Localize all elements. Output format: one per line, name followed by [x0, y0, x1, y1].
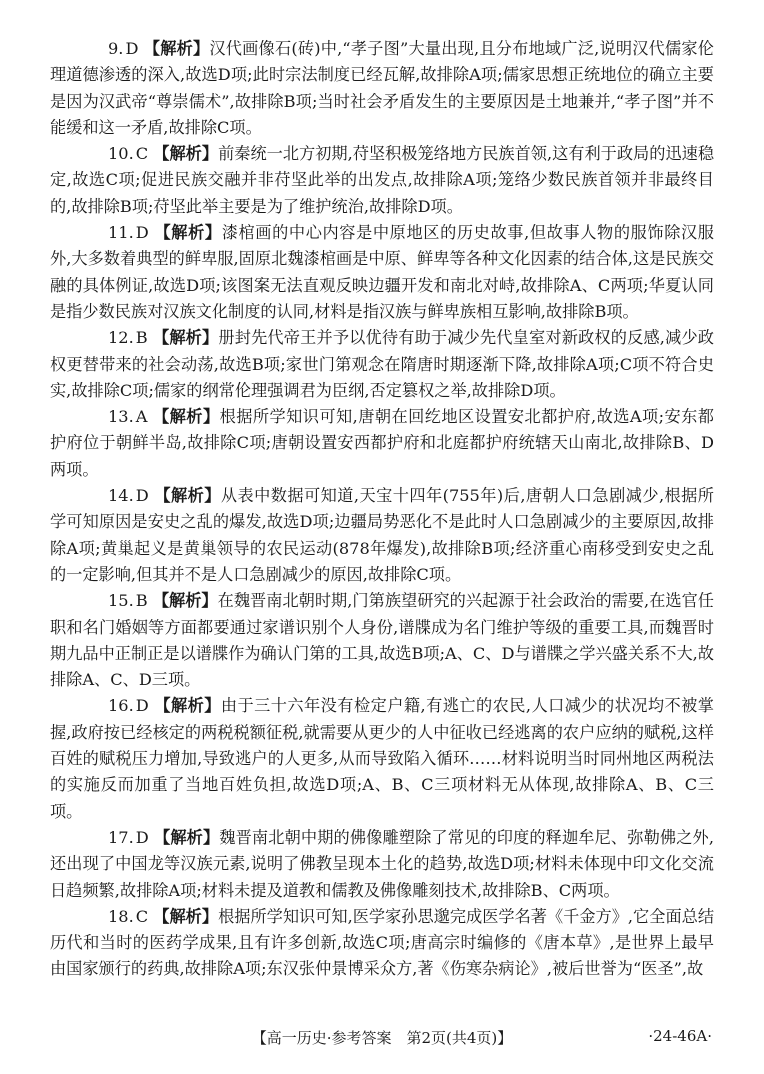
footer-code: ·24-46A· — [648, 1027, 712, 1045]
answer-choice: D — [135, 223, 149, 243]
analysis-label: 【解析】 — [152, 591, 218, 611]
answer-item — [50, 220, 714, 325]
analysis-text: 在魏晋南北朝时期,门第族望研究的兴起源于社会政治的需要,在选官任职和名门婚姻等方面都要通过家谱识别个人身份,谱牒成为名门维护等级的重要工具,而魏晋时期九品中正制正是以谱牒作为确认门第的工具,故选B项;A、C、D与谱牒之学兴盛关系不大,故排除A、C、D三项。 — [50, 591, 714, 690]
answer-choice: C — [135, 144, 149, 164]
answer-body — [50, 825, 714, 904]
analysis-text: 魏晋南北朝中期的佛像雕塑除了常见的印度的释迦牟尼、弥勒佛之外,还出现了中国龙等汉族元素,说明了佛教呈现本土化的趋势,故选D项;材料未体现中印文化交流日趋频繁,故排除A项;材料未提及道教和儒教及佛像雕刻技术,故排除B、C两项。 — [50, 827, 714, 900]
answer-body — [50, 588, 714, 693]
analysis-text: 由于三十六年没有检定户籍,有逃亡的农民,人口减少的状况均不被掌握,政府按已经核定的两税税额征税,就需要从更少的人中征收已经逃离的农户应纳的赋税,这样百姓的赋税压力增加,导致逃户的人更多,从而导致陷入循环……材料说明当时同州地区两税法的实施反而加重了当地百姓负担,故选D项;A、B、C三项材料无从体现,故排除A、B、C三项。 — [50, 696, 714, 821]
answer-item — [50, 36, 714, 141]
analysis-label: 【解析】 — [153, 144, 219, 164]
answer-choice: D — [135, 486, 149, 506]
question-number: 11. — [108, 223, 134, 243]
answer-item — [50, 141, 714, 220]
answer-item — [50, 325, 714, 404]
analysis-text: 漆棺画的中心内容是中原地区的历史故事,但故事人物的服饰除汉服外,大多数着典型的鲜卑服,固原北魏漆棺画是中原、鲜卑等各种文化因素的结合体,这是民族交融的具体例证,故选D项;该图案无法直观反映边疆开发和南北对峙,故排除A、C两项;华夏认同是指少数民族对汉族文化制度的认同,材料是指汉族与鲜卑族相互影响,故排除B项。 — [50, 223, 714, 321]
answer-body — [50, 325, 714, 404]
answer-choice: B — [135, 328, 148, 348]
analysis-text: 汉代画像石(砖)中,“孝子图”大量出现,且分布地域广泛,说明汉代儒家伦理道德渗透的深入,故选D项;此时宗法制度已经瓦解,故排除A项;儒家思想正统地位的确立主要是因为汉武帝“尊崇儒术”,故排除B项;当时社会矛盾发生的主要原因是土地兼并,“孝子图”并不能缓和这一矛盾,故排除C项。 — [50, 39, 714, 137]
question-number: 17. — [108, 827, 134, 847]
question-number: 16. — [108, 696, 134, 716]
analysis-label: 【解析】 — [153, 407, 220, 427]
answer-body — [50, 141, 714, 220]
answer-choice: A — [135, 407, 148, 427]
analysis-label: 【解析】 — [143, 39, 210, 58]
analysis-text: 前秦统一北方初期,苻坚积极笼络地方民族首领,这有利于政局的迅速稳定,故选C项;促进民族交融并非苻坚此举的出发点,故排除A项;笼络少数民族首领并非最终目的,故排除B项;苻坚此举主要是为了维护统治,故排除D项。 — [50, 144, 715, 216]
answer-item — [50, 693, 714, 824]
question-number: 12. — [108, 328, 134, 348]
analysis-text: 根据所学知识可知,唐朝在回纥地区设置安北都护府,故选A项;安东都护府位于朝鲜半岛,故排除C项;唐朝设置安西都护府和北庭都护府统辖天山南北,故排除B、D两项。 — [50, 407, 714, 479]
answer-body — [50, 483, 714, 588]
answer-body — [50, 220, 714, 325]
question-number: 9. — [108, 39, 124, 58]
question-number: 14. — [108, 486, 134, 506]
question-number: 18. — [108, 906, 134, 926]
analysis-label: 【解析】 — [154, 827, 220, 847]
answer-body — [50, 693, 714, 824]
analysis-label: 【解析】 — [154, 223, 222, 243]
analysis-label: 【解析】 — [154, 696, 221, 716]
question-number: 13. — [108, 407, 134, 427]
answer-body — [50, 404, 714, 483]
answer-item — [50, 588, 714, 693]
answer-list — [50, 36, 714, 983]
answer-item — [50, 904, 714, 983]
answer-choice: D — [135, 696, 149, 716]
answer-item — [50, 404, 714, 483]
analysis-label: 【解析】 — [152, 328, 219, 348]
answer-item — [50, 825, 714, 904]
question-number: 15. — [108, 591, 134, 611]
analysis-text: 册封先代帝王并予以优待有助于减少先代皇室对新政权的反感,减少政权更替带来的社会动荡,故选B项;家世门第观念在隋唐时期逐渐下降,故排除A项;C项不符合史实,故排除C项;儒家的纲常伦理强调君为臣纲,否定篡权之举,故排除D项。 — [50, 328, 714, 400]
answer-choice: B — [135, 591, 148, 611]
answer-body — [50, 904, 714, 983]
analysis-label: 【解析】 — [154, 486, 221, 506]
question-number: 10. — [108, 144, 134, 164]
answer-choice: D — [135, 827, 149, 847]
answer-choice: D — [125, 39, 139, 58]
answer-choice: C — [135, 906, 149, 926]
footer-title: 【高一历史·参考答案 第2页(共4页)】 — [251, 1029, 513, 1047]
analysis-label: 【解析】 — [153, 906, 219, 926]
answer-item — [50, 483, 714, 588]
analysis-text: 从表中数据可知道,天宝十四年(755年)后,唐朝人口急剧减少,根据所学可知原因是安史之乱的爆发,故选D项;边疆局势恶化不是此时人口急剧减少的主要原因,故排除A项;黄巢起义是黄巢领导的农民运动(878年爆发),故排除B项;经济重心南移受到安史之乱的一定影响,但其并不是人口急剧减少的原因,故排除C项。 — [50, 486, 714, 584]
analysis-text: 根据所学知识可知,医学家孙思邈完成医学名著《千金方》,它全面总结历代和当时的医药学成果,且有许多创新,故选C项;唐高宗时编修的《唐本草》,是世界上最早由国家颁行的药典,故排除A项;东汉张仲景博采众方,著《伤寒杂病论》,被后世誉为“医圣”,故 — [50, 906, 715, 979]
answer-body — [50, 36, 714, 141]
